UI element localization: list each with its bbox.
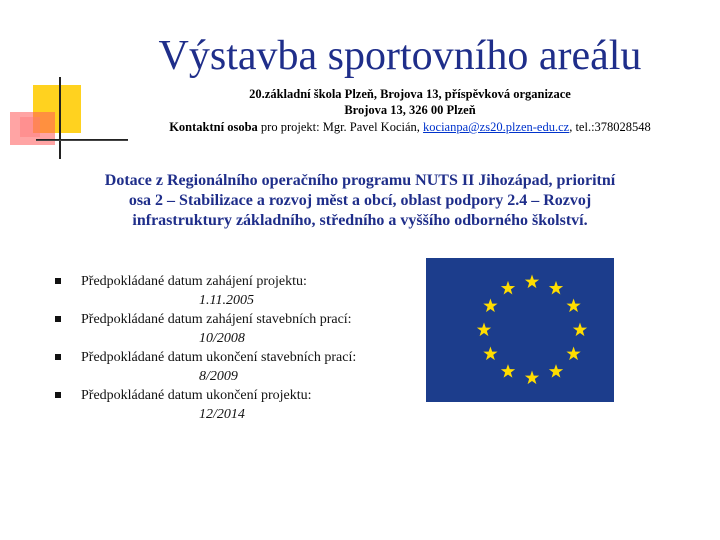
list-item: [55, 310, 425, 348]
school-address: Brojova 13, 326 00 Plzeň: [344, 103, 476, 117]
list-item: [55, 386, 425, 424]
square-bullet-icon: [55, 392, 61, 398]
eu-flag-icon: [426, 258, 614, 402]
square-bullet-icon: [55, 316, 61, 322]
date-label: Předpokládané datum ukončení projektu:: [81, 388, 312, 403]
page-title: Výstavba sportovního areálu: [158, 33, 642, 79]
school-name: 20.základní škola Plzeň, Brojova 13, příspěvková organizace: [249, 87, 571, 101]
grant-line: osa 2 – Stabilizace a rozvoj měst a obcí, oblast podpory 2.4 – Rozvoj: [128, 192, 592, 209]
project-dates-list: [55, 272, 425, 424]
contact-label: Kontaktní osoba: [169, 120, 258, 134]
date-label: Předpokládané datum zahájení projektu:: [81, 274, 307, 289]
contact-text: pro projekt: Mgr. Pavel Kocián,: [257, 120, 424, 134]
date-label: Předpokládané datum ukončení stavebních prací:: [81, 350, 357, 365]
grant-description: [40, 171, 680, 231]
date-value: 10/2008: [199, 331, 245, 346]
date-value: 12/2014: [199, 407, 245, 422]
date-value: 1.11.2005: [199, 293, 254, 308]
list-item: [55, 272, 425, 310]
contact-line: [100, 119, 720, 136]
contact-email-link[interactable]: kocianpa@zs20.plzen-edu.cz: [423, 120, 570, 134]
contact-phone: , tel.:378028548: [569, 120, 651, 134]
square-bullet-icon: [55, 354, 61, 360]
list-item: [55, 348, 425, 386]
square-bullet-icon: [55, 278, 61, 284]
grant-line: infrastruktury základního, středního a vyššího odborného školství.: [132, 212, 588, 229]
date-label: Předpokládané datum zahájení stavebních prací:: [81, 312, 352, 327]
grant-line: Dotace z Regionálního operačního programu NUTS II Jihozápad, prioritní: [104, 172, 616, 189]
decor-horizontal-line-shadow: [36, 140, 128, 141]
decor-red-square-small: [20, 117, 40, 137]
decor-vertical-line: [59, 77, 61, 159]
date-value: 8/2009: [199, 369, 238, 384]
